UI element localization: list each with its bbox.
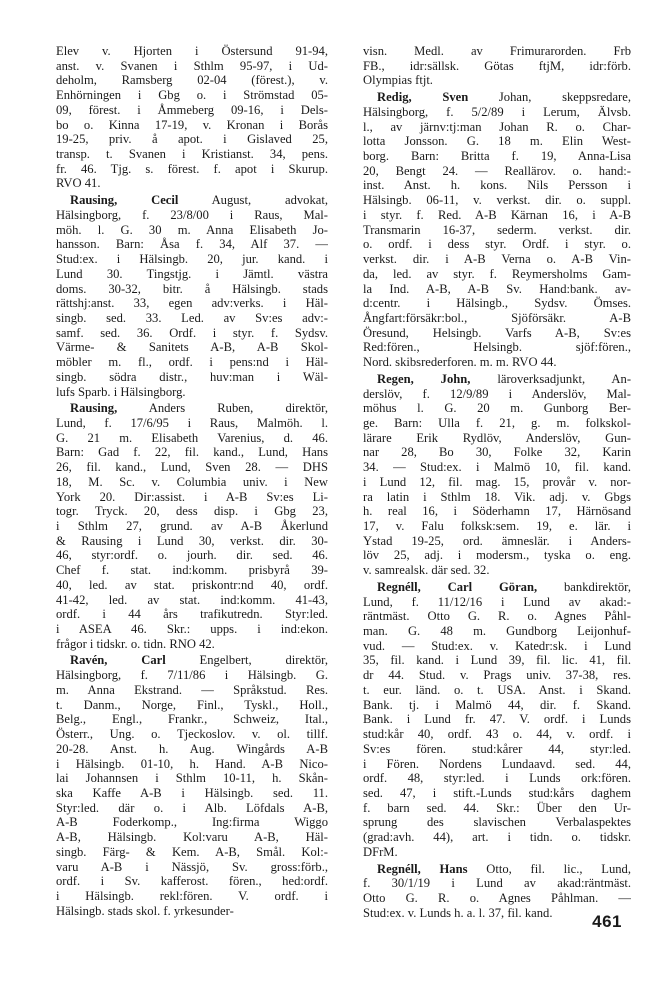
entry-line [363,815,631,830]
entry-text: borg. Barn: Britta f. 19, Anna-Lisa [363,149,631,164]
entry-line [363,519,631,534]
entry-text: Otto G. R. o. Agnes Påhlman. — [363,890,631,905]
right-column [363,44,631,920]
entry-line [56,801,328,816]
entry-text: f. barn sed. 44. Skr.: Über den Ur- [363,800,631,815]
entry-line [363,416,631,431]
entry-text: Johan, skeppsredare, [468,90,631,105]
entry-line [56,889,328,904]
entry-line [363,387,631,402]
entry-text: ska Kaffe A-B i Hälsingb. sed. 11. [56,785,328,800]
entry-headword: Rausing, Cecil [70,193,179,208]
entry-text: 17, v. Falu folksk:sem. 19, e. lär. i [363,519,631,533]
entry-line [56,578,328,593]
entry-text: Lund 30. Tingstjg. i Jämtl. västra [56,266,328,281]
entry-text: möh. l. G. 30 m. Anna Elisabeth Jo- [56,222,328,237]
entry-line [363,311,631,326]
entry-line [56,103,328,118]
entry-text: Ångfart:försäkr:bol., Sjöförsäkr. A-B [363,310,631,325]
entry-text: i Hälsingb. rekl:fören. V. ordf. i [56,888,328,903]
entry-text: Österr., Ung. o. Tjeckoslov. v. ol. tillf. [56,727,328,742]
entry-line [363,282,631,297]
entry-line [363,742,631,757]
entry-text: DFrM. [363,844,398,859]
entry-headword: Regnéll, Carl Göran, [377,579,538,594]
entry-text: 09, förest. i Åmmeberg 09-16, i Dels- [56,102,328,117]
entry-line [363,105,631,120]
entry-text: löv 25, adj. i modersm., tyska o. eng. [363,548,631,563]
entry-line [56,445,328,460]
entry-text: stud:kår 40, ordf. 43 o. 44, v. ordf. i [363,727,631,742]
entry-line [56,668,328,683]
entry-text: läroverksadjunkt, An- [470,371,631,386]
entry-text: i styr. f. Red. A-B Kärnan 16, i A-B [363,207,631,222]
entry-line [56,698,328,713]
entry-text: Stud:ex. i Hälsingb. 20, jur. kand. i [56,252,328,267]
entry-text: Lund, f. 11/12/16 i Lund av akad:- [363,594,631,609]
entry-line [363,372,631,387]
entry-text: l., av järnv:tj:man Johan R. o. Char- [363,119,631,134]
entry-line [56,622,328,637]
entry-text: Anders Ruben, direktör, [117,401,328,416]
entry-line [56,607,328,622]
entry-line [363,134,631,149]
entry-line [363,624,631,639]
entry-line [363,73,631,88]
entry-line [56,519,328,534]
page-number: 461 [592,912,622,931]
entry-line [363,401,631,416]
entry-text: 20, Bengt 24. — Reallärov. o. hand:- [363,163,631,178]
entry-line [56,653,328,668]
entry-headword: Rausing, [70,401,118,416]
entry-line [56,267,328,282]
entry-line [56,593,328,608]
entry-text: ge. Barn: Ulla f. 21, g. m. folkskol- [363,415,631,430]
entry-text: m. Anna Ekstrand. — Språkstud. Res. [56,682,328,697]
entry-text: visn. Medl. av Frimurarorden. Frb [363,44,631,58]
entry-line [363,862,631,877]
entry-line [363,445,631,460]
entry-text: Otto, fil. lic., Lund, [467,861,631,876]
entry-line [56,385,328,400]
entry-headword: Regen, John, [377,371,471,386]
entry-line [56,132,328,147]
entry-text: ordf. i 44 års trafikutredn. Styr:led. [56,607,328,622]
entry-line [56,830,328,845]
left-column [56,44,328,918]
entry-line [56,431,328,446]
entry-text: Nord. skibsrederforen. m. m. RVO 44. [363,355,557,370]
entry-text: A-B Foderkomp., Ing:firma Wiggo [56,815,328,830]
entry-line [363,178,631,193]
entry-line [56,223,328,238]
entry-text: Stud:ex. v. Lunds h. a. l. 37, fil. kand. [363,905,553,920]
entry [363,578,631,860]
entry-line [363,891,631,906]
entry-line [363,193,631,208]
entry-text: i ASEA 46. Skr.: upps. i ind:ekon. [56,622,328,637]
entry-text: lotta Jonsson. G. 18 m. Elin West- [363,134,631,149]
entry-text: August, advokat, [178,193,328,208]
entry-text: rättshj:anst. 33, egen adv:verks. i Häl- [56,296,328,311]
entry-text: transp. t. Svanen i Kristianst. 34, pens. [56,147,328,162]
entry-line [363,223,631,238]
entry [363,88,631,370]
entry-text: Hälsingborg, f. 5/2/89 i Lerum, Älvsb. [363,104,631,119]
entry-line [363,355,631,370]
entry-line [56,44,328,59]
entry-line [56,904,328,919]
entry-headword: Regnéll, Hans [377,861,468,876]
entry-text: man. G. 48 m. Gundborg Leijonhuf- [363,624,631,639]
entry-line [363,757,631,772]
entry-text: singb. Färg- & Kem. A-B, Smål. Kol:- [56,844,328,859]
entry-line [363,771,631,786]
entry-line [56,534,328,549]
entry-text: 20-28. Anst. h. Aug. Wingårds A-B [56,741,328,756]
entry-line [363,668,631,683]
entry-text: 26, fil. kand., Lund, Sven 28. — DHS [56,460,328,475]
entry [363,860,631,921]
entry-line [363,490,631,505]
entry-text: York 20. Dir:assist. i A-B Sv:es Li- [56,489,328,504]
entry-line [56,118,328,133]
entry-text: Enhörningen i Gbg o. i Strömstad 05- [56,88,328,103]
entry-line [363,340,631,355]
entry-text: Olympias ftjt. [363,73,433,88]
entry-text: h. real 16, i Söderhamn 17, Härnösand [363,504,631,519]
entry-text: Transmarin 16-37, sederm. verkst. dir. [363,222,631,237]
entry-line [363,876,631,891]
entry-line [363,296,631,311]
entry-line [363,475,631,490]
entry-text: Öresund, Helsingb. Varfs A-B, Sv:es [363,325,631,340]
entry-line [56,874,328,889]
entry-text: i Lund 12, fil. mag. 15, provår v. nor- [363,474,631,489]
entry-line [363,504,631,519]
entry-text: Värme- & Sanitets A-B, A-B Skol- [56,340,328,355]
entry-text: Styr:led. där o. i Alb. Löfdals A-B, [56,800,328,815]
entry-line [56,401,328,416]
entry-text: lufs Sparb. i Hälsingborg. [56,384,186,399]
entry-line [363,595,631,610]
entry-line [56,490,328,505]
entry-line [56,73,328,88]
entry [56,651,328,918]
entry-line [56,860,328,875]
entry-line [56,208,328,223]
entry-text: f. 30/1/19 i Lund av akad:räntmäst. [363,876,631,891]
entry-text: Hälsingborg, f. 23/8/00 i Raus, Mal- [56,207,328,222]
entry-line [363,59,631,74]
entry-text: 46, styr:ordf. o. jourh. dir. sed. 46. [56,548,328,563]
entry-text: t. Danm., Norge, Finl., Tyskl., Holl., [56,697,328,712]
entry-text: la Ind. A-B, A-B Sv. Hand:bank. av- [363,281,631,296]
entry-line [363,164,631,179]
entry-line [56,727,328,742]
entry-line [56,815,328,830]
entry-text: & Rausing i Lund 30, verkst. dir. 30- [56,533,328,548]
entry-text: Lund, f. 17/6/95 i Raus, Malmöh. l. [56,415,328,430]
entry-line [56,683,328,698]
entry-line [363,683,631,698]
entry-line [56,193,328,208]
entry-line [56,548,328,563]
entry-line [363,149,631,164]
entry-text: togr. Tryck. 20, dess disp. i Gbg 23, [56,504,328,519]
entry-text: lai Johannsen i Sthlm 10-11, h. Skån- [56,771,328,786]
entry-line [363,252,631,267]
entry-line [56,504,328,519]
entry-text: sprung des slavischen Verbalaspektes [363,815,631,830]
entry [56,399,328,651]
entry-text: (grad:avh. 44), art. i tidn. o. tidskr. [363,830,631,845]
entry-text: 35, fil. kand. i Lund 39, fil. lic. 41, fil. [363,653,631,668]
entry-text: bo o. Kinna 17-19, v. Kronan i Borås [56,117,328,132]
entry [363,370,631,578]
entry-text: ordf. 48, styr:led. i Lunds ork:fören. [363,771,631,786]
entry-text: i Sthlm 27, grund. av A-B Åkerlund [56,519,328,533]
entry-text: doms. 30-32, bitr. å Hälsingb. stads [56,281,328,296]
entry [56,191,328,399]
entry-text: deholm, Ramsberg 02-04 (förest.), v. [56,73,328,88]
entry-line [363,712,631,727]
entry-text: Hälsingb. 06-11, v. verkst. dir. o. suppl. [363,193,631,208]
entry-text: anst. v. Svanen i Sthlm 95-97, i Ud- [56,58,328,73]
entry [56,44,328,191]
entry-text: 34. — Stud:ex. i Malmö 10, fil. kand. [363,460,631,475]
entry-line [56,296,328,311]
entry-text: 19-25, priv. å apot. i Gislaved 25, [56,132,328,147]
entry-line [363,727,631,742]
entry-text: lärare Erik Rydlöv, Anderslöv, Gun- [363,430,631,445]
entry-text: FB., idr:sällsk. Götas ftjM, idr:förb. [363,58,631,73]
entry-line [56,326,328,341]
entry-line [56,282,328,297]
entry-text: d:centr. i Hälsingb., Sydsv. Ömses. [363,296,631,311]
entry-line [363,653,631,668]
entry-line [363,639,631,654]
entry-text: räntmäst. Otto G. R. o. Agnes Påhl- [363,609,631,624]
entry-text: inst. Anst. h. kons. Nils Persson i [363,178,631,193]
entry-line [56,370,328,385]
entry-line [56,742,328,757]
entry-text: singb. sed. 33. Led. av Sv:es adv:- [56,310,328,325]
entry-text: 41-42, led. av stat. ind:komm. 41-43, [56,592,328,607]
entry-line [363,609,631,624]
entry-text: Bank. i Lund fr. 47. V. ordf. i Lunds [363,712,631,727]
entry-line [363,580,631,595]
entry-line [56,88,328,103]
entry-line [363,548,631,563]
entry-text: Chef f. stat. ind:komm. prisbyrå 39- [56,563,328,578]
entry-line [363,267,631,282]
entry-text: samf. sed. 36. Ordf. i styr. f. Sydsv. [56,325,328,340]
entry-text: Bank. tj. i Malmö 44, dir. f. Skand. [363,697,631,712]
entry-text: möbler m. fl., ordf. i pens:nd i Häl- [56,355,328,370]
entry-line [56,712,328,727]
entry-text: varu A-B i Nässjö, Sv. gross:förb., [56,859,328,874]
entry-text: Sv:es fören. stud:kårer 44, styr:led. [363,741,631,756]
entry-text: Engelbert, direktör, [165,653,328,668]
entry-line [56,757,328,772]
entry-text: vud. — Stud:ex. v. Katedr:sk. i Lund [363,638,631,653]
entry-line [56,416,328,431]
entry-text: da, led. av styr. f. Reymersholms Gam- [363,266,631,281]
entry-text: Ystad 19-25, ord. ämneslär. i Anders- [363,533,631,548]
entry-line [363,830,631,845]
entry-text: t. eur. länd. o. t. USA. Anst. i Skand. [363,682,631,697]
entry-line [56,340,328,355]
entry-line [363,44,631,59]
entry-text: ra latin i Sthlm 18. Vik. adj. v. Gbgs [363,489,631,504]
entry-text: Hälsingb. stads skol. f. yrkesunder- [56,903,234,918]
entry-line [56,237,328,252]
entry-text: singb. södra distr., huv:man i Wäl- [56,369,328,384]
entry-text: Elev v. Hjorten i Östersund 91-94, [56,44,328,58]
entry-line [363,534,631,549]
entry-text: möhus l. G. 20 m. Gunborg Ber- [363,401,631,416]
entry-text: Hälsingborg, f. 7/11/86 i Hälsingb. G. [56,668,328,683]
entry-text: derslöv, f. 12/9/89 i Anderslöv, Mal- [363,386,631,401]
entry-line [56,311,328,326]
entry-line [363,786,631,801]
entry-line [56,563,328,578]
entry-line [363,906,631,921]
entry-line [56,252,328,267]
entry-text: nar 28, Bo 30, Folke 32, Karin [363,445,631,460]
entry-line [363,460,631,475]
entry-line [56,637,328,652]
entry-line [56,355,328,370]
entry-text: 40, led. av stat. priskontr:nd 40, ordf. [56,577,328,592]
entry-line [363,120,631,135]
entry-line [56,475,328,490]
entry-line [363,208,631,223]
entry-text: frågor i tidskr. o. tidn. RNO 42. [56,636,215,651]
entry-text: fr. 46. Tjg. s. förest. f. apot i Skurup. [56,161,328,176]
entry-text: Red:fören., Helsingb. sjöf:fören., [363,340,631,355]
entry-text: i Hälsingb. 01-10, h. Hand. A-B Nico- [56,756,328,771]
entry-text: Barn: Gad f. 22, fil. kand., Lund, Hans [56,445,328,460]
entry-text: v. samrealsk. där sed. 32. [363,563,490,578]
entry-text: Belg., Engl., Frankr., Schweiz, Ital., [56,712,328,727]
entry-text: dr 44. Stud. v. Prags univ. 37-38, res. [363,668,631,683]
entry-line [363,845,631,860]
entry-line [56,59,328,74]
entry-text: bankdirektör, [537,579,631,594]
entry-headword: Ravén, Carl [70,653,166,668]
entry-text: o. ordf. i dess styr. Ordf. i styr. o. [363,237,631,252]
entry-line [56,786,328,801]
entry-text: verkst. dir. i A-B Verna o. A-B Vin- [363,252,631,267]
entry-line [363,326,631,341]
entry-text: i Fören. Nordens Lundaavd. sed. 44, [363,756,631,771]
entry-line [363,563,631,578]
entry-line [363,90,631,105]
entry-line [363,698,631,713]
entry-headword: Redig, Sven [377,90,469,105]
entry-line [363,801,631,816]
entry-text: G. 21 m. Elisabeth Varenius, d. 46. [56,430,328,445]
entry-line [56,771,328,786]
entry-text: hansson. Barn: Åsa f. 34, Alf 37. — [56,237,328,252]
entry-line [56,162,328,177]
entry-line [56,460,328,475]
entry-text: RVO 41. [56,176,101,191]
entry-text: ordf. i Sv. kafferost. fören., hed:ordf. [56,874,328,889]
entry-line [56,147,328,162]
entry-line [56,176,328,191]
entry [363,44,631,88]
entry-line [363,237,631,252]
entry-text: sed. 47, i stift.-Lunds stud:kårs daghem [363,785,631,800]
entry-text: A-B, Hälsingb. Kol:varu A-B, Häl- [56,830,328,845]
entry-line [56,845,328,860]
entry-text: 18, M. Sc. v. Columbia univ. i New [56,474,328,489]
entry-line [363,431,631,446]
